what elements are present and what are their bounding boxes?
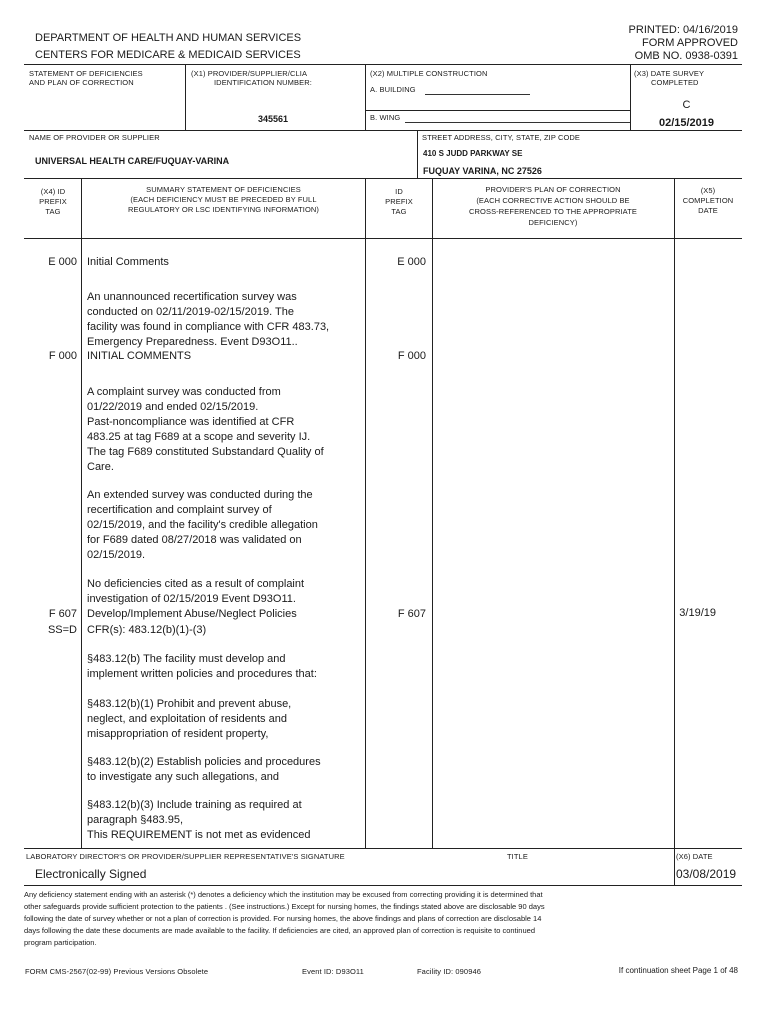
paragraph-complaint: A complaint survey was conducted from 01/22/2019 and ended 02/15/2019. Past-noncompliance was identified at CFR 483.25 at tag F689 at a scope and severity IJ. The tag F689 constituted Substandard Quality of Care. <box>87 386 324 473</box>
divider-x1 <box>185 64 186 130</box>
wing-blank <box>405 122 630 123</box>
paragraph-483-12b3: §483.12(b)(3) Include training as required at paragraph §483.95, This REQUIREMENT is not met as evidenced <box>87 799 311 841</box>
plan-header-4: DEFICIENCY) <box>528 218 578 227</box>
address-line-1: 410 S JUDD PARKWAY SE <box>423 149 523 158</box>
x3-label-2: COMPLETED <box>651 78 699 87</box>
disclaimer-text: Any deficiency statement ending with an asterisk (*) denotes a deficiency which the institution may be excused from correcting providing it is determined that other safeguards provide sufficient protection to the patients . (See instructions.) Except for nursing homes, the findings stated above are disclosable 90 days following the date of survey whether or not a plan of correction is provided. For nursing homes, the above findings and plans of correction are disclosable 14 days following the date these documents are made available to the facility. If deficiencies are cited, an approved plan of correction is requisite to continued program participation. <box>24 890 545 947</box>
printed-date: PRINTED: 04/16/2019 <box>628 24 738 36</box>
f607-cfr: CFR(s): 483.12(b)(1)-(3) <box>87 624 207 636</box>
plan-header-3: CROSS-REFERENCED TO THE APPROPRIATE <box>469 207 637 216</box>
paragraph-483-12b: §483.12(b) The facility must develop and implement written policies and procedures that: <box>87 653 317 680</box>
tag-f000: F 000 <box>48 350 77 362</box>
rule-columns <box>24 238 742 239</box>
id-header-2: PREFIX <box>385 197 413 206</box>
tag-e000: E 000 <box>48 256 77 268</box>
provider-id: 345561 <box>258 114 289 124</box>
col-line-1 <box>81 178 82 848</box>
address-line-2: FUQUAY VARINA, NC 27526 <box>423 166 542 176</box>
plan-header-2: (EACH CORRECTIVE ACTION SHOULD BE <box>476 196 630 205</box>
x5-header: (X5) <box>700 186 716 195</box>
provider-label: NAME OF PROVIDER OR SUPPLIER <box>29 133 160 142</box>
f000-title: INITIAL COMMENTS <box>87 350 192 362</box>
paragraph-recertification: An unannounced recertification survey was conducted on 02/11/2019-02/15/2019. The facility was found in compliance with CFR 483.73, Emergency Preparedness. Event D93O11.. <box>87 291 330 348</box>
tag-severity: SS=D <box>47 624 77 636</box>
x4-header-3: TAG <box>45 207 61 216</box>
building-label: A. BUILDING <box>370 85 416 94</box>
building-blank <box>425 94 530 95</box>
signature-value: Electronically Signed <box>35 867 147 881</box>
paragraph-extended: An extended survey was conducted during the recertification and complaint survey of 02/15/2019, and the facility's credible allegation for F689 dated 08/27/2018 was validated on 02/15/2019. <box>87 489 318 561</box>
address-label: STREET ADDRESS, CITY, STATE, ZIP CODE <box>422 133 581 142</box>
plan-header: PROVIDER'S PLAN OF CORRECTION <box>485 185 621 194</box>
divider-signature-date <box>674 848 675 885</box>
survey-code: C <box>682 99 691 111</box>
x4-header-2: PREFIX <box>39 197 67 206</box>
tag-f607-id: F 607 <box>397 608 426 620</box>
x1-label-2: IDENTIFICATION NUMBER: <box>214 78 312 87</box>
form-approved: FORM APPROVED <box>642 37 738 49</box>
x4-header: (X4) ID <box>40 187 66 196</box>
col-line-2 <box>365 178 366 848</box>
summary-header-3: REGULATORY OR LSC IDENTIFYING INFORMATION) <box>127 205 320 214</box>
survey-date: 02/15/2019 <box>658 117 715 129</box>
e000-title: Initial Comments <box>87 256 169 268</box>
title-label: TITLE <box>507 852 528 861</box>
rule-disclaimer <box>24 885 742 886</box>
tag-e000-id: E 000 <box>397 256 426 268</box>
col-line-3 <box>432 178 433 848</box>
rule-provider <box>24 178 742 179</box>
provider-name: UNIVERSAL HEALTH CARE/FUQUAY-VARINA <box>35 156 230 166</box>
divider-x2 <box>365 64 366 130</box>
signature-date: 03/08/2019 <box>676 867 737 881</box>
omb-number: OMB NO. 0938-0391 <box>634 50 738 62</box>
x3-label: (X3) DATE SURVEY <box>634 69 705 78</box>
id-header: ID <box>395 187 403 196</box>
date-label: (X6) DATE <box>676 852 713 861</box>
agency-title: CENTERS FOR MEDICARE & MEDICAID SERVICES <box>35 49 301 61</box>
divider-address <box>417 130 418 178</box>
statement-label: STATEMENT OF DEFICIENCIES <box>29 69 143 78</box>
x5-header-2: COMPLETION <box>682 196 734 205</box>
x1-label: (X1) PROVIDER/SUPPLIER/CLIA <box>191 69 308 78</box>
paragraph-483-12b2: §483.12(b)(2) Establish policies and procedures to investigate any such allegations, and <box>87 756 321 783</box>
tag-f000-id: F 000 <box>397 350 426 362</box>
page-indicator: If continuation sheet Page 1 of 48 <box>618 966 738 975</box>
id-header-3: TAG <box>391 207 407 216</box>
wing-label: B. WING <box>370 113 401 122</box>
rule-top <box>24 64 742 65</box>
form-number: FORM CMS-2567(02-99) Previous Versions Obsolete <box>25 967 209 976</box>
rule-building <box>365 110 630 111</box>
statement-label-2: AND PLAN OF CORRECTION <box>29 78 134 87</box>
x5-header-3: DATE <box>698 206 718 215</box>
f607-title: Develop/Implement Abuse/Neglect Policies <box>87 608 297 620</box>
department-title: DEPARTMENT OF HEALTH AND HUMAN SERVICES <box>35 32 302 44</box>
summary-header: SUMMARY STATEMENT OF DEFICIENCIES <box>146 185 301 194</box>
tag-f607: F 607 <box>48 608 77 620</box>
facility-id: Facility ID: 090946 <box>417 967 482 976</box>
event-id: Event ID: D93O11 <box>302 967 364 976</box>
rule-info <box>24 130 742 131</box>
f607-completion-date: 3/19/19 <box>679 607 716 619</box>
rule-signature <box>24 848 742 849</box>
x2-label: (X2) MULTIPLE CONSTRUCTION <box>370 69 488 78</box>
col-line-4 <box>674 178 675 848</box>
paragraph-no-deficiencies: No deficiencies cited as a result of complaint investigation of 02/15/2019 Event D93O11. <box>87 578 305 605</box>
signature-label: LABORATORY DIRECTOR'S OR PROVIDER/SUPPLIER REPRESENTATIVE'S SIGNATURE <box>26 852 345 861</box>
summary-header-2: (EACH DEFICIENCY MUST BE PRECEDED BY FULL <box>130 195 317 204</box>
paragraph-483-12b1: §483.12(b)(1) Prohibit and prevent abuse, neglect, and exploitation of residents and misappropriation of resident property, <box>87 698 292 740</box>
